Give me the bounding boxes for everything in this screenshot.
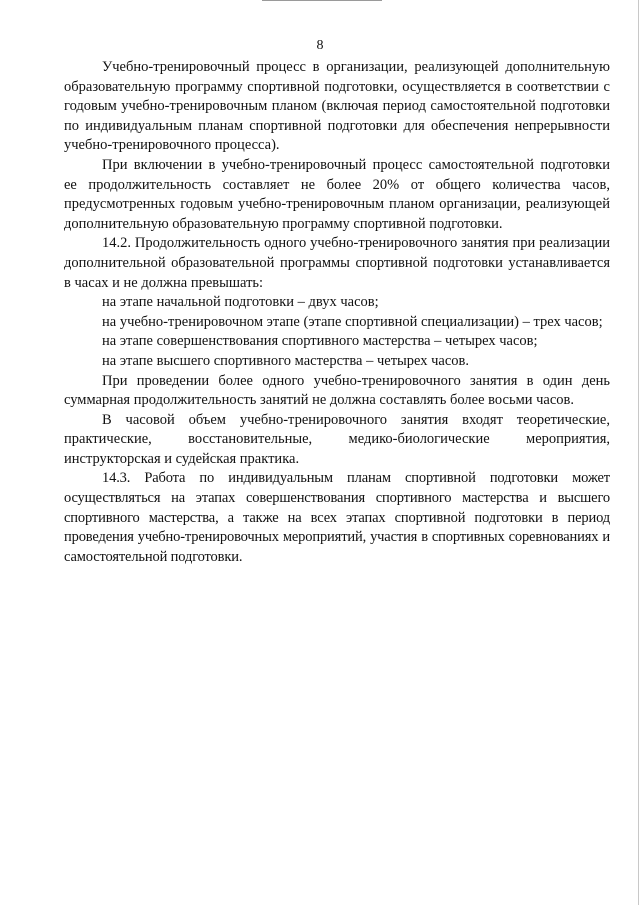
list-item-improvement-stage: на этапе совершенствования спортивного мастерства – четырех часов; (102, 333, 538, 350)
list-item-initial-stage: на этапе начальной подготовки – двух часов; (102, 294, 379, 311)
paragraph-14-3-individual-plans: 14.3. Работа по индивидуальным планам спортивной подготовки может осуществляться на этапах совершенствования спортивного мастерства и высшего спортивного мастерства, а также на всех этапах спортивной подготовки в период проведения учебно-тренировочных мероприятий, участия в спортивных соревнованиях и самостоятельной подготовки. (64, 470, 610, 565)
paragraph-multiple-sessions: При проведении более одного учебно-тренировочного занятия в один день суммарная продолжительность занятий не должна составлять более восьми часов. (64, 372, 610, 409)
paragraph-hourly-volume: В часовой объем учебно-тренировочного занятия входят теоретические, практические, восстановительные, медико-биологические мероприятия, инструкторская и судейская практика. (64, 411, 610, 467)
paragraph-self-preparation: При включении в учебно-тренировочный процесс самостоятельной подготовки ее продолжительность составляет не более 20% от общего количества часов, предусмотренных годовым учебно-тренировочным планом организации, реализующей дополнительную образовательную программу спортивной подготовки. (64, 156, 610, 232)
list-item-higher-mastery-stage: на этапе высшего спортивного мастерства – четырех часов. (102, 352, 470, 369)
paragraph-training-process: Учебно-тренировочный процесс в организации, реализующей дополнительную образовательную программу спортивной подготовки, осуществляется в соответствии с годовым учебно-тренировочным планом (включая период самостоятельной подготовки по индивидуальным планам спортивной подготовки для обеспечения непрерывности учебно-тренировочного процесса). (64, 59, 610, 154)
scan-edge-top (262, 0, 382, 1)
list-item-training-stage: на учебно-тренировочном этапе (этапе спортивной специализации) – трех часов; (102, 313, 603, 330)
page-number: 8 (316, 38, 324, 53)
scan-edge-right (638, 0, 639, 905)
paragraph-14-2-duration: 14.2. Продолжительность одного учебно-тренировочного занятия при реализации дополнительной образовательной программы спортивной подготовки устанавливается в часах и не должна превышать: (64, 235, 610, 291)
document-body (64, 58, 610, 567)
